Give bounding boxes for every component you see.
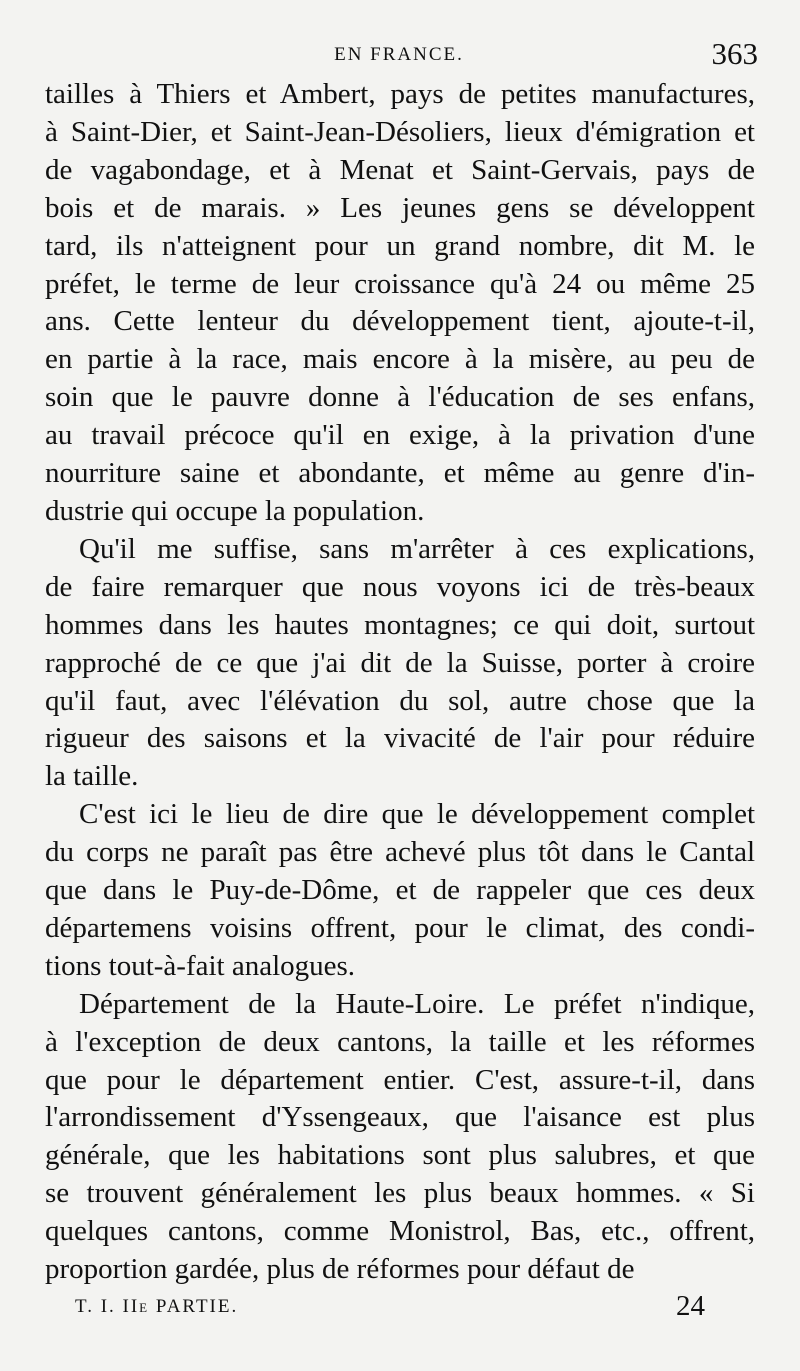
paragraph — [45, 76, 755, 531]
text-line: l'arrondissement d'Yssengeaux, que l'aisance est plus — [45, 1101, 755, 1134]
text-line: préfet, le terme de leur croissance qu'à 24 ou même 25 — [45, 267, 755, 300]
text-line: bois et de marais. » Les jeunes gens se développent — [45, 191, 755, 224]
text-line: du corps ne paraît pas être achevé plus tôt dans le Cantal — [45, 836, 755, 869]
text-line: tard, ils n'atteignent pour un grand nombre, dit M. le — [45, 229, 755, 262]
text-line: tions tout-à-fait analogues. — [45, 949, 356, 982]
text-line: générale, que les habitations sont plus salubres, et que — [45, 1139, 755, 1172]
page-footer — [75, 1290, 705, 1330]
text-line: que dans le Puy-de-Dôme, et de rappeler que ces deux — [45, 874, 755, 907]
text-line: tailles à Thiers et Ambert, pays de petites manufactures, — [45, 78, 755, 110]
text-line: à Saint-Dier, et Saint-Jean-Désoliers, lieux d'émigration et — [45, 115, 755, 148]
text-line: dustrie qui occupe la population. — [45, 494, 425, 527]
text-line: au travail précoce qu'il en exige, à la privation d'une — [45, 419, 755, 452]
text-line: que pour le département entier. C'est, assure-t-il, dans — [45, 1063, 755, 1096]
text-line: proportion gardée, plus de réformes pour défaut de — [45, 1253, 635, 1286]
text-line: rigueur des saisons et la vivacité de l'air pour réduire — [45, 722, 755, 755]
text-line: départemens voisins offrent, pour le climat, des condi- — [45, 911, 755, 944]
paragraph — [45, 986, 755, 1289]
text-line: de vagabondage, et à Menat et Saint-Gervais, pays de — [45, 153, 755, 186]
text-line: quelques cantons, comme Monistrol, Bas, etc., offrent, — [45, 1215, 755, 1248]
text-line: Département de la Haute-Loire. Le préfet n'indique, — [79, 987, 755, 1020]
text-line: la taille. — [45, 760, 139, 793]
running-title: EN FRANCE. — [334, 44, 464, 65]
paragraph — [45, 531, 755, 796]
text-line: de faire remarquer que nous voyons ici de très-beaux — [45, 570, 755, 603]
paragraph — [45, 796, 755, 986]
text-line: ans. Cette lenteur du développement tient, ajoute-t-il, — [45, 305, 755, 338]
text-line: rapproché de ce que j'ai dit de la Suisse, porter à croire — [45, 646, 755, 679]
page-header — [40, 36, 758, 76]
text-line: hommes dans les hautes montagnes; ce qui doit, surtout — [45, 608, 755, 641]
page-number: 363 — [711, 36, 758, 71]
text-line: se trouvent généralement les plus beaux hommes. « Si — [45, 1177, 755, 1210]
signature-number: 24 — [676, 1290, 705, 1322]
text-line: qu'il faut, avec l'élévation du sol, autre chose que la — [45, 684, 755, 717]
text-line: en partie à la race, mais encore à la misère, au peu de — [45, 343, 755, 376]
printer-signature: T. I. IIe PARTIE. — [75, 1296, 239, 1317]
text-line: nourriture saine et abondante, et même au genre d'in- — [45, 457, 755, 490]
text-line: à l'exception de deux cantons, la taille et les réformes — [45, 1025, 755, 1058]
text-line: C'est ici le lieu de dire que le développement complet — [79, 798, 755, 831]
text-line: soin que le pauvre donne à l'éducation de ses enfans, — [45, 381, 755, 414]
text-line: Qu'il me suffise, sans m'arrêter à ces explications, — [79, 532, 755, 565]
body-text — [45, 76, 755, 1289]
